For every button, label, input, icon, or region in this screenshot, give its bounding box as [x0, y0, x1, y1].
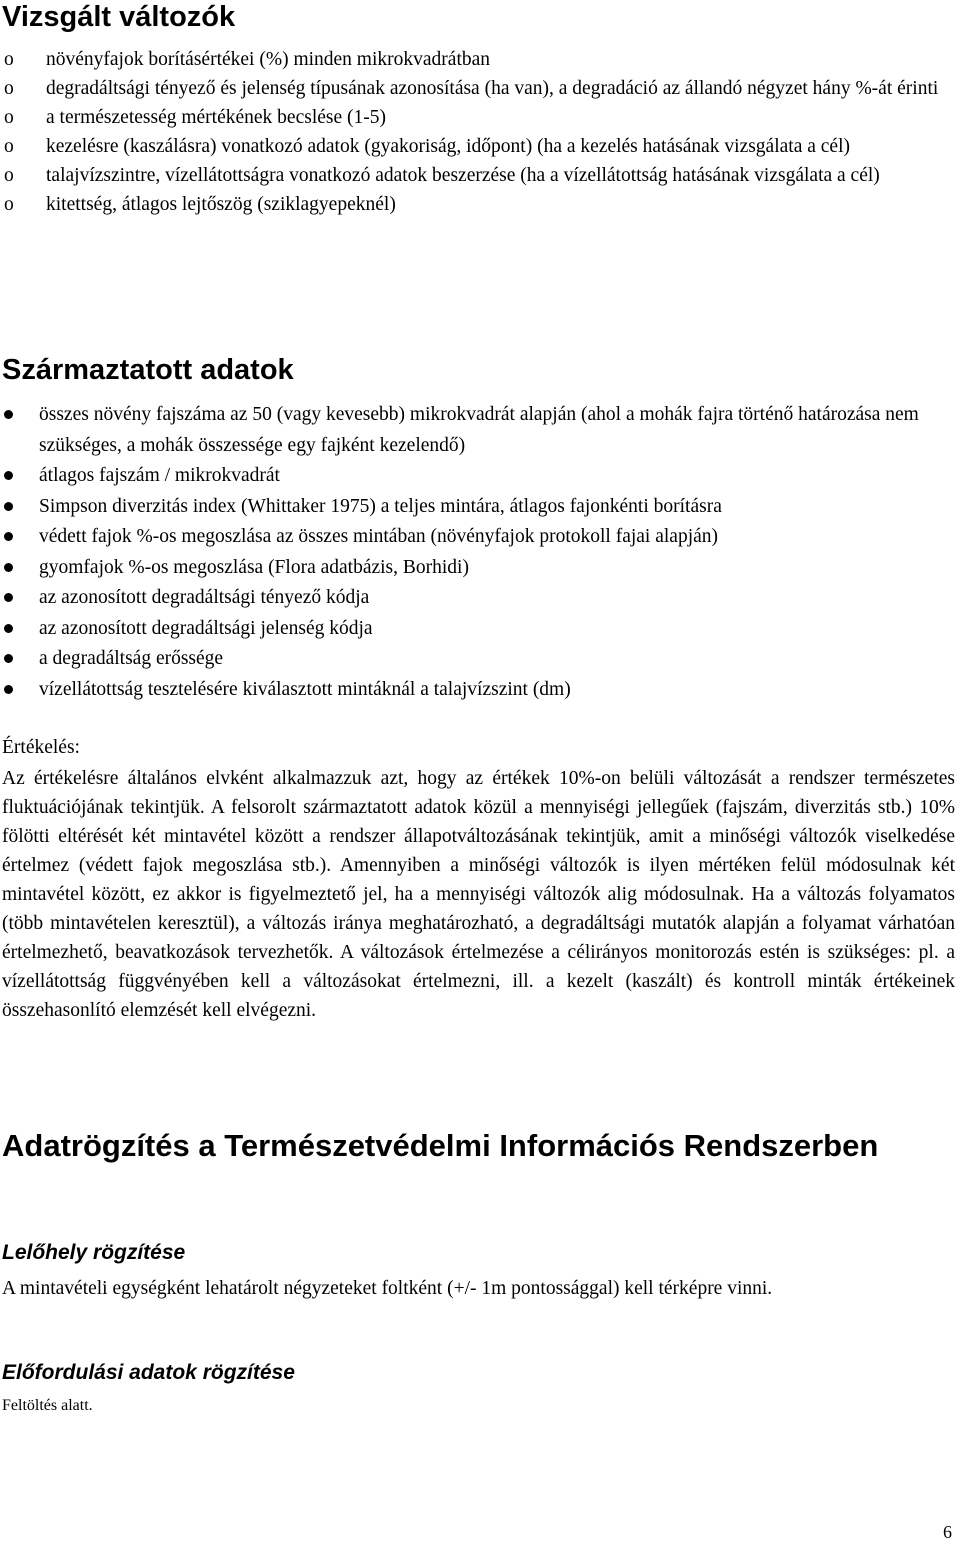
- heading-occurrence: Előfordulási adatok rögzítése: [2, 1361, 295, 1384]
- list-item: o degradáltsági tényező és jelenség típusának azonosítása (ha van), a degradáció az állandó négyzet hány %-át érinti: [0, 74, 958, 103]
- list-marker: o: [4, 165, 14, 186]
- heading-variables: Vizsgált változók: [2, 1, 236, 33]
- list-item: o kezelésre (kaszálásra) vonatkozó adatok (gyakoriság, időpont) (ha a kezelés hatásának vizsgálata a cél): [0, 132, 958, 161]
- variables-list: [0, 45, 958, 219]
- heading-derived: Származtatott adatok: [2, 354, 294, 386]
- derived-list: [0, 400, 958, 705]
- list-item: gyomfajok %-os megoszlása (Flora adatbázis, Borhidi): [0, 553, 958, 584]
- list-item: a degradáltság erőssége: [0, 644, 958, 675]
- list-item: összes növény fajszáma az 50 (vagy kevesebb) mikrokvadrát alapján (ahol a mohák fajra történő határozása nem szükséges, a mohák összessége egy fajként kezelendő): [0, 400, 958, 461]
- list-marker: o: [4, 136, 14, 157]
- occurrence-text: Feltöltés alatt.: [2, 1397, 93, 1414]
- bullet-icon: [4, 532, 13, 541]
- list-item: o a természetesség mértékének becslése (1-5): [0, 103, 958, 132]
- heading-site: Lelőhely rögzítése: [2, 1241, 186, 1264]
- bullet-icon: [4, 410, 13, 419]
- bullet-icon: [4, 563, 13, 572]
- heading-recording: Adatrögzítés a Természetvédelmi Információs Rendszerben: [2, 1128, 879, 1163]
- bullet-icon: [4, 593, 13, 602]
- bullet-icon: [4, 502, 13, 511]
- bullet-icon: [4, 654, 13, 663]
- list-item: o kitettség, átlagos lejtőszög (sziklagyepeknél): [0, 190, 958, 219]
- evaluation-text: Az értékelésre általános elvként alkalmazzuk azt, hogy az értékek 10%-on belüli változását a rendszer természetes fluktuációjának tekintjük. A felsorolt származtatott adatok közül a mennyiségi jellegűek (fajszám, diverzitás stb.) 10% fölötti eltérését két mintavétel között a rendszer állapotváltozásának tekintjük, amit a minőségi változók viselkedése értelmez (védett fajok megoszlása stb.). Amennyiben a minőségi változók is ilyen mértéken felül módosulnak két mintavétel között, ez akkor is figyelmeztető jel, ha a mennyiségi változók alig módosulnak. Ha a változás folyamatos (több mintavételen keresztül), a változás iránya meghatározható, a degradáltsági mutatók alapján a folyamat várhatóan értelmezhető, beavatkozások tervezhetők. A változások értelmezése a célirányos monitorozás estén is szükséges: pl. a vízellátottság függvényében kell a változásokat értelmezni, ill. a kezelt (kaszált) és kontroll minták értékeinek összehasonlító elemzését kell elvégezni.: [2, 768, 955, 1021]
- list-marker: o: [4, 107, 14, 128]
- site-text: A mintavételi egységként lehatárolt négyzeteket foltként (+/- 1m pontossággal) kell térképre vinni.: [2, 1278, 773, 1299]
- list-item: az azonosított degradáltsági tényező kódja: [0, 583, 958, 614]
- page-number: 6: [943, 1522, 952, 1542]
- list-item: vízellátottság tesztelésére kiválasztott mintáknál a talajvízszint (dm): [0, 675, 958, 706]
- list-marker: o: [4, 49, 14, 70]
- bullet-icon: [4, 685, 13, 694]
- list-item: o növényfajok borításértékei (%) minden mikrokvadrátban: [0, 45, 958, 74]
- list-marker: o: [4, 194, 14, 215]
- bullet-icon: [4, 624, 13, 633]
- list-marker: o: [4, 78, 14, 99]
- evaluation-label: Értékelés:: [2, 737, 80, 758]
- list-item: o talajvízszintre, vízellátottságra vonatkozó adatok beszerzése (ha a vízellátottság hatásának vizsgálata a cél): [0, 161, 958, 190]
- list-item: védett fajok %-os megoszlása az összes mintában (növényfajok protokoll fajai alapján): [0, 522, 958, 553]
- list-item: átlagos fajszám / mikrokvadrát: [0, 461, 958, 492]
- bullet-icon: [4, 471, 13, 480]
- list-item: Simpson diverzitás index (Whittaker 1975) a teljes mintára, átlagos fajonkénti borításra: [0, 492, 958, 523]
- list-item: az azonosított degradáltsági jelenség kódja: [0, 614, 958, 645]
